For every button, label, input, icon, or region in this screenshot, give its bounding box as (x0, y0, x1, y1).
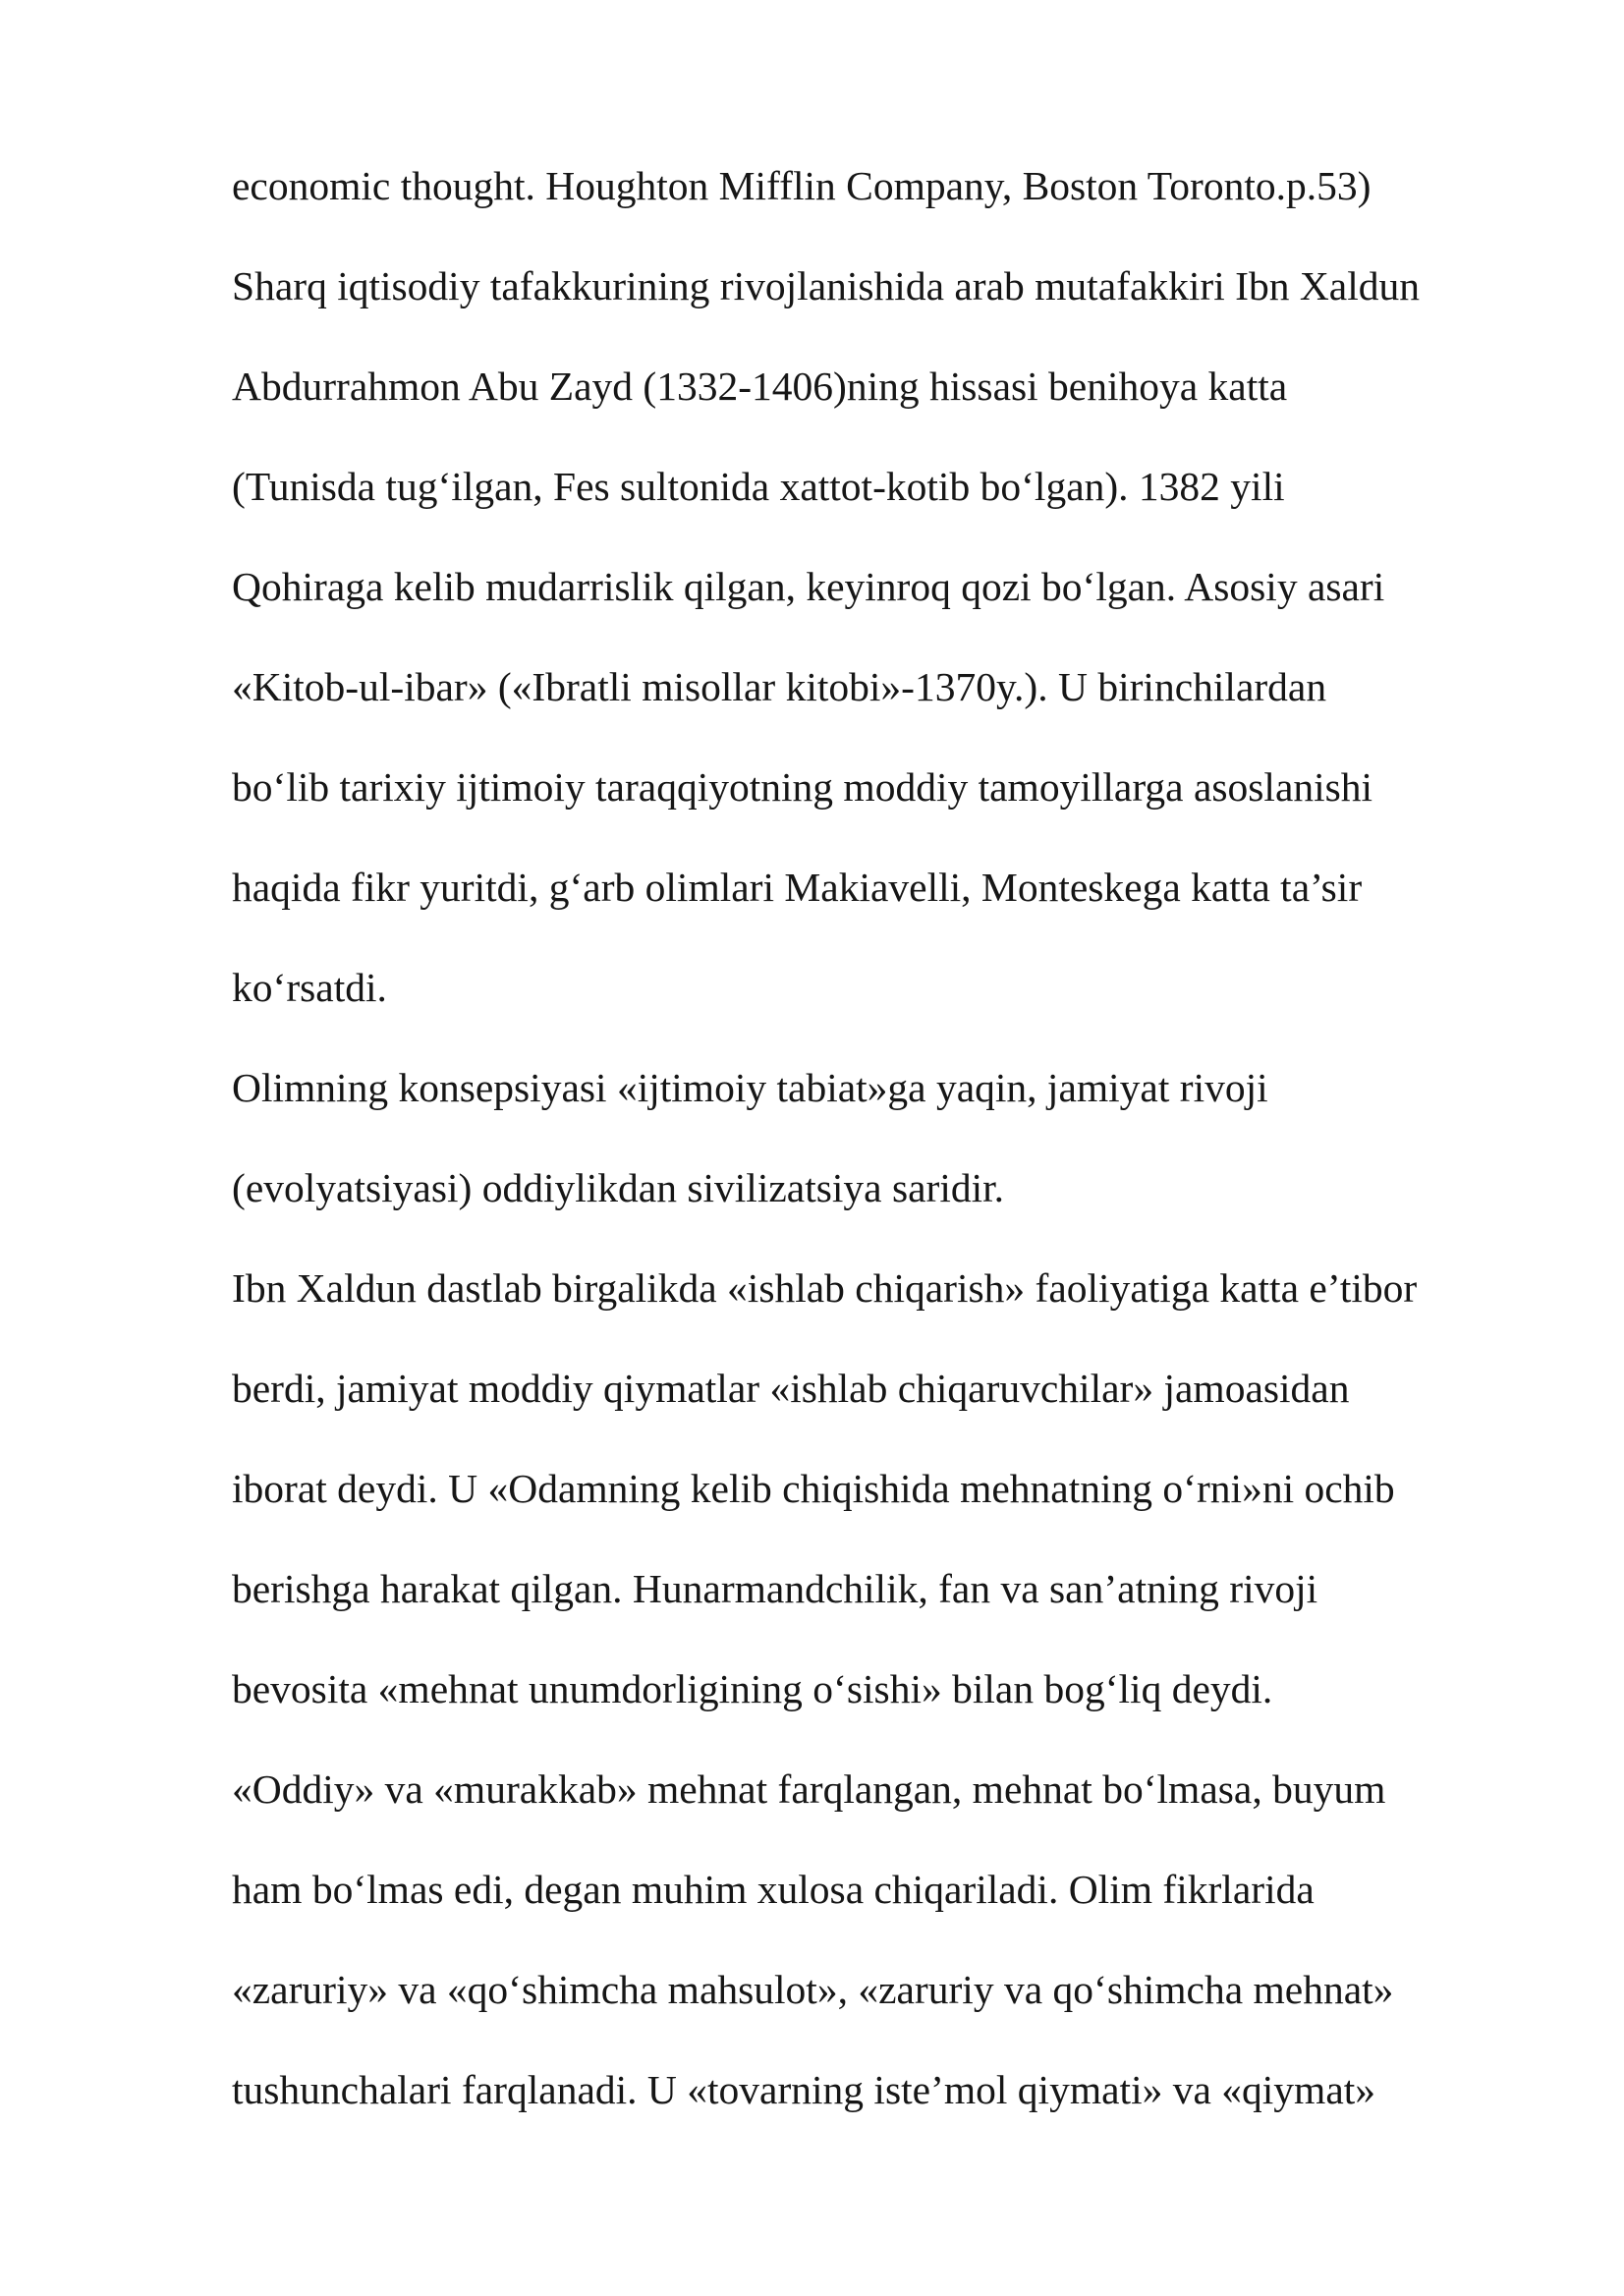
text-line: Ibn Xaldun dastlab birgalikda «ishlab chiqarish» faoliyatiga katta e’tibor (232, 1265, 1418, 1311)
text-line: iborat deydi. U «Odamning kelib chiqishida mehnatning o‘rni»ni ochib (232, 1466, 1395, 1511)
text-line: berishga harakat qilgan. Hunarmandchilik, fan va san’atning rivoji (232, 1566, 1318, 1611)
text-line: tushunchalari farqlanadi. U «tovarning iste’mol qiymati» va «qiymat» (232, 2067, 1376, 2112)
text-line: berdi, jamiyat moddiy qiymatlar «ishlab chiqaruvchilar» jamoasidan (232, 1366, 1350, 1411)
text-line: economic thought. Houghton Mifflin Company, Boston Toronto.p.53) (232, 163, 1372, 208)
text-line: ham bo‘lmas edi, degan muhim xulosa chiqariladi. Olim fikrlarida (232, 1867, 1315, 1912)
text-line: (Tunisda tug‘ilgan, Fes sultonida xattot-kotib bo‘lgan). 1382 yili (232, 464, 1285, 509)
text-line: (evolyatsiyasi) oddiylikdan sivilizatsiya saridir. (232, 1165, 1005, 1210)
text-line: Olimning konsepsiyasi «ijtimoiy tabiat»ga yaqin, jamiyat rivoji (232, 1065, 1268, 1110)
text-line: Qohiraga kelib mudarrislik qilgan, keyinroq qozi bo‘lgan. Asosiy asari (232, 564, 1385, 609)
text-line: bevosita «mehnat unumdorligining o‘sishi» bilan bog‘liq deydi. (232, 1666, 1273, 1711)
text-line: ko‘rsatdi. (232, 965, 387, 1010)
text-line: haqida fikr yuritdi, g‘arb olimlari Makiavelli, Monteskega katta ta’sir (232, 865, 1363, 910)
text-line: bo‘lib tarixiy ijtimoiy taraqqiyotning moddiy tamoyillarga asoslanishi (232, 764, 1373, 810)
text-line: «zaruriy» va «qo‘shimcha mahsulot», «zaruriy va qo‘shimcha mehnat» (232, 1967, 1394, 2012)
text-line: Abdurrahmon Abu Zayd (1332-1406)ning hissasi benihoya katta (232, 364, 1288, 409)
text-line: «Oddiy» va «murakkab» mehnat farqlangan, mehnat bo‘lmasa, buyum (232, 1766, 1386, 1812)
body-text (232, 143, 1529, 2148)
text-line: «Kitob-ul-ibar» («Ibratli misollar kitobi»-1370y.). U birinchilardan (232, 664, 1327, 709)
text-line: Sharq iqtisodiy tafakkurining rivojlanishida arab mutafakkiri Ibn Xaldun (232, 263, 1420, 308)
